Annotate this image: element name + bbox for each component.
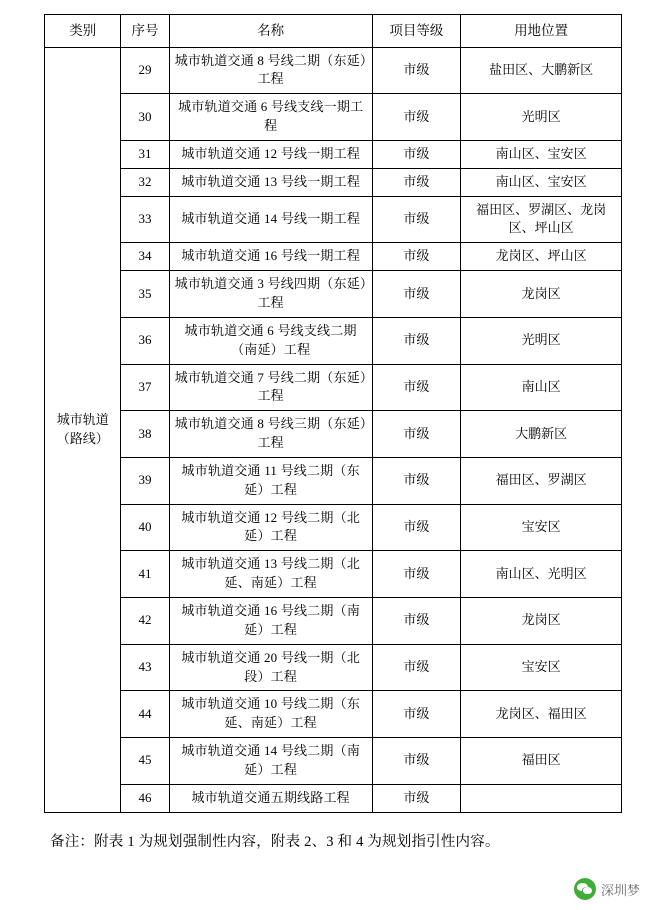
table-row bbox=[45, 504, 622, 551]
row-index: 32 bbox=[121, 168, 169, 196]
category-cell bbox=[45, 47, 121, 812]
table-row bbox=[45, 457, 622, 504]
row-name: 城市轨道交通 8 号线二期（东延）工程 bbox=[169, 47, 372, 94]
planning-table bbox=[44, 14, 622, 813]
row-name: 城市轨道交通 16 号线二期（南延）工程 bbox=[169, 597, 372, 644]
row-level: 市级 bbox=[372, 243, 460, 271]
column-header-level: 项目等级 bbox=[372, 15, 460, 48]
row-level: 市级 bbox=[372, 691, 460, 738]
category-label-line2: （路线） bbox=[56, 430, 109, 446]
row-location: 宝安区 bbox=[461, 644, 622, 691]
row-location bbox=[461, 784, 622, 812]
row-location: 龙岗区、福田区 bbox=[461, 691, 622, 738]
row-index: 45 bbox=[121, 738, 169, 785]
row-level: 市级 bbox=[372, 597, 460, 644]
row-level: 市级 bbox=[372, 738, 460, 785]
category-label-line1: 城市轨道 bbox=[56, 411, 109, 427]
table-row bbox=[45, 644, 622, 691]
row-index: 38 bbox=[121, 411, 169, 458]
row-level: 市级 bbox=[372, 411, 460, 458]
row-level: 市级 bbox=[372, 140, 460, 168]
column-header-name: 名称 bbox=[169, 15, 372, 48]
row-name: 城市轨道交通 6 号线支线二期（南延）工程 bbox=[169, 317, 372, 364]
table-row bbox=[45, 140, 622, 168]
row-index: 30 bbox=[121, 94, 169, 141]
row-name: 城市轨道交通五期线路工程 bbox=[169, 784, 372, 812]
row-index: 43 bbox=[121, 644, 169, 691]
column-header-index: 序号 bbox=[121, 15, 169, 48]
row-level: 市级 bbox=[372, 457, 460, 504]
row-level: 市级 bbox=[372, 504, 460, 551]
row-location: 光明区 bbox=[461, 317, 622, 364]
wechat-icon bbox=[574, 878, 596, 900]
wechat-account-name: 深圳梦 bbox=[600, 882, 640, 898]
row-level: 市级 bbox=[372, 644, 460, 691]
row-index: 40 bbox=[121, 504, 169, 551]
row-level: 市级 bbox=[372, 317, 460, 364]
row-index: 36 bbox=[121, 317, 169, 364]
row-index: 34 bbox=[121, 243, 169, 271]
table-row bbox=[45, 271, 622, 318]
page-footer bbox=[0, 856, 660, 910]
row-name: 城市轨道交通 20 号线一期（北段）工程 bbox=[169, 644, 372, 691]
row-name: 城市轨道交通 13 号线一期工程 bbox=[169, 168, 372, 196]
row-name: 城市轨道交通 6 号线支线一期工程 bbox=[169, 94, 372, 141]
row-name: 城市轨道交通 11 号线二期（东延）工程 bbox=[169, 457, 372, 504]
row-index: 37 bbox=[121, 364, 169, 411]
row-index: 29 bbox=[121, 47, 169, 94]
row-name: 城市轨道交通 7 号线二期（东延）工程 bbox=[169, 364, 372, 411]
row-location: 福田区、罗湖区、龙岗区、坪山区 bbox=[461, 196, 622, 243]
row-name: 城市轨道交通 14 号线一期工程 bbox=[169, 196, 372, 243]
table-body bbox=[45, 47, 622, 812]
table-row bbox=[45, 551, 622, 598]
row-index: 33 bbox=[121, 196, 169, 243]
row-name: 城市轨道交通 3 号线四期（东延）工程 bbox=[169, 271, 372, 318]
row-location: 宝安区 bbox=[461, 504, 622, 551]
row-name: 城市轨道交通 12 号线一期工程 bbox=[169, 140, 372, 168]
row-level: 市级 bbox=[372, 47, 460, 94]
row-level: 市级 bbox=[372, 551, 460, 598]
row-index: 44 bbox=[121, 691, 169, 738]
table-row bbox=[45, 597, 622, 644]
row-location: 福田区、罗湖区 bbox=[461, 457, 622, 504]
row-level: 市级 bbox=[372, 168, 460, 196]
table-row bbox=[45, 243, 622, 271]
row-level: 市级 bbox=[372, 94, 460, 141]
row-index: 46 bbox=[121, 784, 169, 812]
row-index: 42 bbox=[121, 597, 169, 644]
row-location: 南山区、宝安区 bbox=[461, 140, 622, 168]
row-location: 龙岗区 bbox=[461, 597, 622, 644]
column-header-category: 类别 bbox=[45, 15, 121, 48]
table-row bbox=[45, 196, 622, 243]
table-row bbox=[45, 317, 622, 364]
table-row bbox=[45, 94, 622, 141]
footnote: 备注：附表 1 为规划强制性内容，附表 2、3 和 4 为规划指引性内容。 bbox=[50, 833, 500, 850]
row-level: 市级 bbox=[372, 271, 460, 318]
column-header-location: 用地位置 bbox=[461, 15, 622, 48]
row-location: 光明区 bbox=[461, 94, 622, 141]
wechat-badge bbox=[574, 878, 640, 900]
row-location: 福田区 bbox=[461, 738, 622, 785]
row-index: 31 bbox=[121, 140, 169, 168]
table-header-row bbox=[45, 15, 622, 48]
table-header bbox=[45, 15, 622, 48]
table-row bbox=[45, 168, 622, 196]
row-name: 城市轨道交通 14 号线二期（南延）工程 bbox=[169, 738, 372, 785]
row-index: 39 bbox=[121, 457, 169, 504]
row-location: 龙岗区、坪山区 bbox=[461, 243, 622, 271]
table-row bbox=[45, 47, 622, 94]
row-level: 市级 bbox=[372, 196, 460, 243]
row-location: 南山区 bbox=[461, 364, 622, 411]
row-location: 盐田区、大鹏新区 bbox=[461, 47, 622, 94]
row-location: 南山区、宝安区 bbox=[461, 168, 622, 196]
table-row bbox=[45, 784, 622, 812]
row-location: 南山区、光明区 bbox=[461, 551, 622, 598]
row-name: 城市轨道交通 13 号线二期（北延、南延）工程 bbox=[169, 551, 372, 598]
row-name: 城市轨道交通 12 号线二期（北延）工程 bbox=[169, 504, 372, 551]
row-level: 市级 bbox=[372, 364, 460, 411]
table-row bbox=[45, 691, 622, 738]
row-name: 城市轨道交通 8 号线三期（东延）工程 bbox=[169, 411, 372, 458]
row-name: 城市轨道交通 16 号线一期工程 bbox=[169, 243, 372, 271]
row-location: 龙岗区 bbox=[461, 271, 622, 318]
table-row bbox=[45, 364, 622, 411]
row-index: 41 bbox=[121, 551, 169, 598]
row-name: 城市轨道交通 10 号线二期（东延、南延）工程 bbox=[169, 691, 372, 738]
table-row bbox=[45, 411, 622, 458]
table-row bbox=[45, 738, 622, 785]
row-index: 35 bbox=[121, 271, 169, 318]
row-level: 市级 bbox=[372, 784, 460, 812]
row-location: 大鹏新区 bbox=[461, 411, 622, 458]
